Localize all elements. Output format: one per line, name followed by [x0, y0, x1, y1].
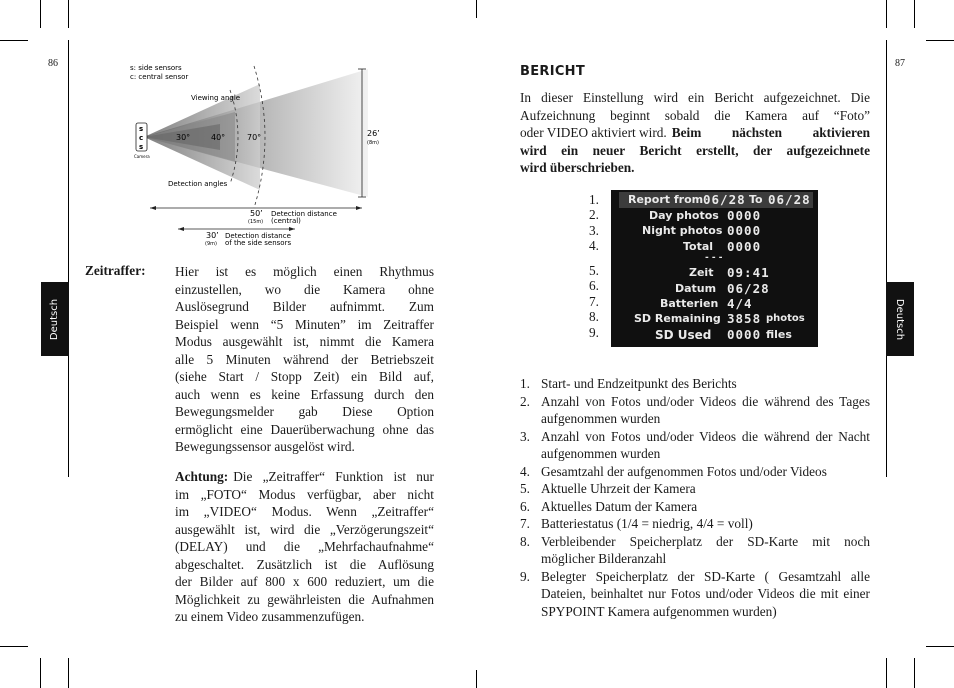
- sensor-s-bottom: s: [139, 143, 144, 151]
- text-line: Bewegungssensor ausgelöst wird.: [175, 439, 355, 454]
- sd-remaining-label: SD Remaining: [634, 312, 721, 325]
- day-photos-label: Day photos: [649, 209, 719, 222]
- callout-number: 9.: [589, 325, 599, 340]
- text-line: In dieser Einstellung wird ein Bericht aufgezeichnet. Die: [520, 90, 870, 105]
- list-item: 6. Aktuelles Datum der Kamera: [520, 498, 698, 514]
- detection-angles-label: Detection angles: [168, 180, 228, 188]
- central-distance-label-2: (central): [271, 217, 301, 225]
- text-line: ausgewählt ist, wird die „Verzögerungszeit“: [175, 521, 434, 537]
- crop-mark: [68, 0, 69, 28]
- night-photos-value: 0000: [727, 223, 762, 238]
- page-number-left: 86: [48, 58, 58, 69]
- crop-mark: [886, 40, 887, 477]
- page-number-right: 87: [895, 58, 905, 69]
- text-line: oder VIDEO aktiviert wird. Beim nächsten aktivieren: [520, 125, 870, 140]
- height-ft: 26’: [367, 129, 380, 138]
- angle-70: 70°: [247, 133, 262, 142]
- day-photos-value: 0000: [727, 208, 762, 223]
- sensor-s-top: s: [139, 125, 144, 133]
- side-distance-arrow: [289, 227, 295, 231]
- bericht-legend-list: [520, 375, 870, 620]
- language-tab-left: Deutsch: [41, 282, 69, 356]
- crop-mark: [926, 40, 954, 41]
- time-label: Zeit: [689, 266, 714, 279]
- callout-number: 3.: [589, 223, 599, 238]
- sd-remaining-unit: photos: [766, 313, 805, 324]
- sd-used-value: 0000: [727, 327, 762, 342]
- height-m: (8m): [367, 140, 379, 146]
- legend-central-sensor: c: central sensor: [130, 73, 189, 81]
- achtung-first-line: [175, 468, 434, 486]
- report-to-value: 06/28: [768, 192, 811, 207]
- sd-remaining-value: 3858: [727, 311, 762, 326]
- text-line: der Bilder auf 800 x 600 reduziert, um die: [175, 574, 434, 589]
- text-line: alle 5 Minuten während der Betriebszeit: [175, 351, 434, 367]
- viewing-angle-label: Viewing angle: [191, 94, 241, 102]
- date-value: 06/28: [727, 281, 770, 296]
- date-label: Datum: [675, 282, 717, 295]
- text-line: Bewegungsmelder gab Diese Option: [175, 404, 434, 419]
- side-distance-label-2: of the side sensors: [225, 239, 292, 247]
- separator: - - -: [705, 253, 723, 263]
- central-distance-arrow: [150, 206, 156, 210]
- central-distance-m: (15m): [248, 219, 264, 225]
- text-line: im „FOTO“ Modus verfügbar, aber nicht: [175, 486, 434, 502]
- total-value: 0000: [727, 239, 762, 254]
- list-item: 3. Anzahl von Fotos und/oder Videos die während der Nacht aufgenommen wurden: [520, 428, 870, 461]
- crop-mark: [886, 0, 887, 28]
- sd-used-label: SD Used: [655, 328, 712, 342]
- crop-mark: [886, 658, 887, 688]
- text-line: wird überschrieben.: [520, 160, 635, 175]
- side-distance-m: (9m): [205, 241, 217, 247]
- total-label: Total: [683, 240, 714, 253]
- report-from-value: 06/28: [703, 192, 746, 207]
- crop-mark: [40, 0, 41, 28]
- central-distance-ft: 50’: [250, 209, 263, 218]
- central-distance-arrow: [356, 206, 362, 210]
- callout-number: 2.: [589, 207, 599, 222]
- list-item: 2. Anzahl von Fotos und/oder Videos die während des Tages aufgenommen wurden: [520, 393, 870, 426]
- list-item: 8. Verbleibender Speicherplatz der SD-Karte mit noch möglicher Bilderanzahl: [520, 533, 870, 566]
- text-line: Beispiel wenn “5 Minuten” im Zeitraffer: [175, 316, 434, 332]
- text-line: (DELAY) und die „Mehrfachaufnahme“: [175, 539, 434, 554]
- list-item: 4. Gesamtzahl der aufgenommen Fotos und/oder Videos: [520, 463, 827, 479]
- sd-used-unit: files: [766, 328, 792, 341]
- report-from-label: Report from: [628, 193, 704, 206]
- crop-mark: [0, 646, 28, 647]
- text-line: Modus ausgewählt ist, nimmt die Kamera: [175, 334, 434, 349]
- zeitraffer-paragraph: [175, 263, 434, 456]
- battery-value: 4/4: [727, 296, 753, 311]
- text-line: Hier ist es möglich einen Rhythmus: [175, 264, 434, 279]
- text-line: abgeschaltet. Zusätzlich ist die Auflösung: [175, 556, 434, 572]
- text-line: Die „Zeitraffer“ Funktion ist nur: [233, 469, 434, 484]
- list-item: 9. Belegter Speicherplatz der SD-Karte ( Gesamtzahl alle Dateien, beinhaltet nur Fotos und/oder Videos die mit einer SPYPOINT Kamera aufgenommen wurden): [520, 568, 870, 619]
- callout-number: 6.: [589, 278, 599, 293]
- time-value: 09:41: [727, 265, 770, 280]
- detection-diagram: [130, 60, 390, 250]
- callout-number: 5.: [589, 263, 599, 278]
- crop-mark: [476, 0, 477, 18]
- crop-mark: [914, 0, 915, 28]
- bericht-intro: [520, 89, 870, 177]
- achtung-paragraph: [175, 468, 434, 626]
- text-line: einzustellen, wo die Kamera ohne: [175, 281, 434, 297]
- text-line: Auslösegrund Bilder aufnimmt. Zum: [175, 299, 434, 314]
- night-photos-label: Night photos: [642, 224, 723, 237]
- side-distance-arrow: [178, 227, 184, 231]
- report-screen: [611, 190, 818, 347]
- crop-mark: [914, 658, 915, 688]
- sensor-c: c: [139, 134, 144, 142]
- text-line: im „VIDEO“ Modus. Wenn „Zeitraffer“: [175, 504, 434, 519]
- battery-label: Batterien: [660, 297, 719, 310]
- text-line: (siehe Start / Stopp Zeit) ein Bild auf,: [175, 369, 434, 384]
- callout-number: 4.: [589, 238, 599, 253]
- crop-mark: [476, 670, 477, 688]
- crop-mark: [926, 646, 954, 647]
- text-line: ermöglicht eine Dauerüberwachung ohne das: [175, 421, 434, 437]
- text-line: Aufzeichnung beginnt sobald die Kamera auf “Foto”: [520, 107, 870, 123]
- list-item: 7. Batteriestatus (1/4 = niedrig, 4/4 = voll): [520, 516, 753, 531]
- callout-number: 7.: [589, 294, 599, 309]
- central-distance-label: Detection distance: [271, 210, 337, 218]
- text-line: wird ein neuer Bericht erstellt, der aufgezeichnete: [520, 142, 870, 158]
- angle-40: 40°: [211, 133, 226, 142]
- report-to-label: To: [749, 193, 763, 206]
- crop-mark: [68, 40, 69, 477]
- angle-30: 30°: [176, 133, 191, 142]
- list-item: 5. Aktuelle Uhrzeit der Kamera: [520, 481, 696, 496]
- list-item: 1. Start- und Endzeitpunkt des Berichts: [520, 376, 737, 391]
- crop-mark: [40, 658, 41, 688]
- language-tab-right: Deutsch: [886, 282, 914, 356]
- side-distance-ft: 30’: [206, 231, 219, 240]
- achtung-label: Achtung:: [175, 469, 229, 484]
- text-line: zu einem Video zusammenzufügen.: [175, 609, 365, 624]
- bericht-heading: BERICHT: [520, 64, 586, 79]
- text-line: Möglichkeit zu gewährleisten die Aufnahmen: [175, 591, 434, 607]
- callout-number: 1.: [589, 192, 599, 207]
- callout-number: 8.: [589, 309, 599, 324]
- text-line: auch wenn es keine Erfassung durch den: [175, 386, 434, 402]
- camera-label: Camera: [134, 154, 150, 159]
- crop-mark: [68, 658, 69, 688]
- crop-mark: [0, 40, 28, 41]
- zeitraffer-label: Zeitraffer:: [85, 263, 146, 278]
- legend-side-sensors: s: side sensors: [130, 64, 182, 72]
- side-distance-label: Detection distance: [225, 232, 291, 240]
